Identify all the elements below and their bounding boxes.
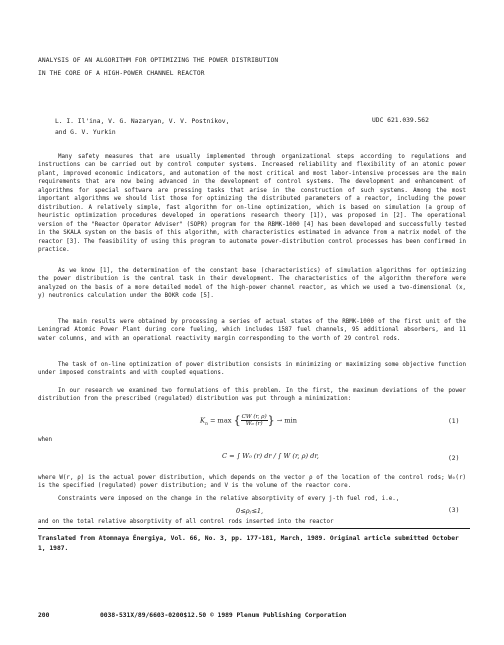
paragraph-constraints: Constraints were imposed on the change in the relative absorptivity of every j-th fuel rod, i.e., xyxy=(58,496,400,502)
footnote-rule xyxy=(38,528,470,529)
page-number: 200 xyxy=(38,612,50,619)
equation-2-number: (2) xyxy=(448,455,460,462)
eq1-rhs: → min xyxy=(276,416,297,425)
title-line-2: IN THE CORE OF A HIGH-POWER CHANNEL REACTOR xyxy=(38,70,205,77)
paragraph-where: where W(r, ρ) is the actual power distribution, which depends on the vector ρ of the location of the control rods; W₀(r) is the specified (regulated) power distribution; and V is the volume of the reactor core. xyxy=(38,475,466,490)
issn-line: 0038-531X/89/6603-0200$12.50 © 1989 Plenum Publishing Corporation xyxy=(100,612,347,619)
authors: L. I. Il'ina, V. G. Nazaryan, V. V. Postnikov, and G. V. Yurkin xyxy=(55,118,230,136)
equation-2: C = ∫ W₀ (r) dr / ∫ W (r, ρ) dr, xyxy=(222,452,319,460)
paragraph-1: Many safety measures that are usually implemented through organizational steps according to regulations and instructions can be carried out by control computer systems. Increased reliability and flexibility of an atomic power plant, improved economic indicators, and automation of the most critical and most labor-intensive processes are the main requirements that are now being advanced in the development of control systems. The development and enhancement of algorithms for special software are pressing tasks that arise in the construction of such systems. Among the most important algorithms we should list those for optimizing the distributed parameters of a reactor, including the power distribution. A relatively simple, fast algorithm for on-line optimization, which is based on simulation (a group of heuristic optimization procedures developed in operations research theory [1]), was proposed in [2]. The operational version of the "Reactor Operator Adviser" (SOPR) program for the RBMK-1000 [4] has been developed and successfully tested in the SKALA system on the basis of this algorithm, with characteristics estimated in advance from a matrix model of the reactor [3]. The feasibility of using this program to automate power-distribution control processes has been confirmed in practice. xyxy=(38,154,466,253)
eq1-denominator: W₀ (r) xyxy=(245,421,263,427)
paragraph-3: The main results were obtained by processing a series of actual states of the RBMK-1000 of the first unit of the Leningrad Atomic Power Plant during core fueling, which includes 1587 fuel channels, 95 additional absorbers, and 11 water columns, and with an operational reactivity margin corresponding to the worth of 29 control rods. xyxy=(38,319,466,342)
when-label: when xyxy=(38,437,53,443)
paragraph-4: The task of on-line optimization of power distribution consists in minimizing or maximizing some objective function under imposed constraints and with coupled equations. xyxy=(38,362,466,377)
title-line-1: ANALYSIS OF AN ALGORITHM FOR OPTIMIZING THE POWER DISTRIBUTION xyxy=(38,57,279,64)
paragraph-2: As we know [1], the determination of the constant base (characteristics) of simulation algorithms for optimizing the power distribution is the central task in their development. The characteristics of the algorithm therefore were analyzed on the basis of a more detailed model of the high-power channel reactor, as which we used a two-dimensional (x, y) neutronics calculation under the BOKR code [5]. xyxy=(38,268,466,300)
paragraph-total: and on the total relative absorptivity of all control rods inserted into the reactor xyxy=(38,519,334,525)
eq1-numerator: CW (r, ρ) xyxy=(241,414,267,420)
udc-code: UDC 621.039.562 xyxy=(372,117,429,124)
eq1-op: = max xyxy=(207,416,232,425)
equation-1: $K_n = \max$ { $\frac{CW (r, \rho)}{\text{W₀ (r)}}$ } → min xyxy=(200,414,297,427)
equation-1-number: (1) xyxy=(448,418,460,425)
eq1-lhs-sub: n xyxy=(204,421,208,427)
paragraph-5: In our research we examined two formulations of this problem. In the first, the maximum deviations of the power distribution from the prescribed (regulated) distribution was put through a minimization: xyxy=(38,388,466,403)
eq1-lhs: K xyxy=(200,416,205,425)
footnote: Translated from Atomnaya Énergiya, Vol. 66, No. 3, pp. 177-181, March, 1989. Original article submitted October 1, 1987. xyxy=(38,535,459,552)
equation-3: 0≤ρⱼ≤1, xyxy=(236,507,264,515)
equation-3-number: (3) xyxy=(448,507,460,514)
